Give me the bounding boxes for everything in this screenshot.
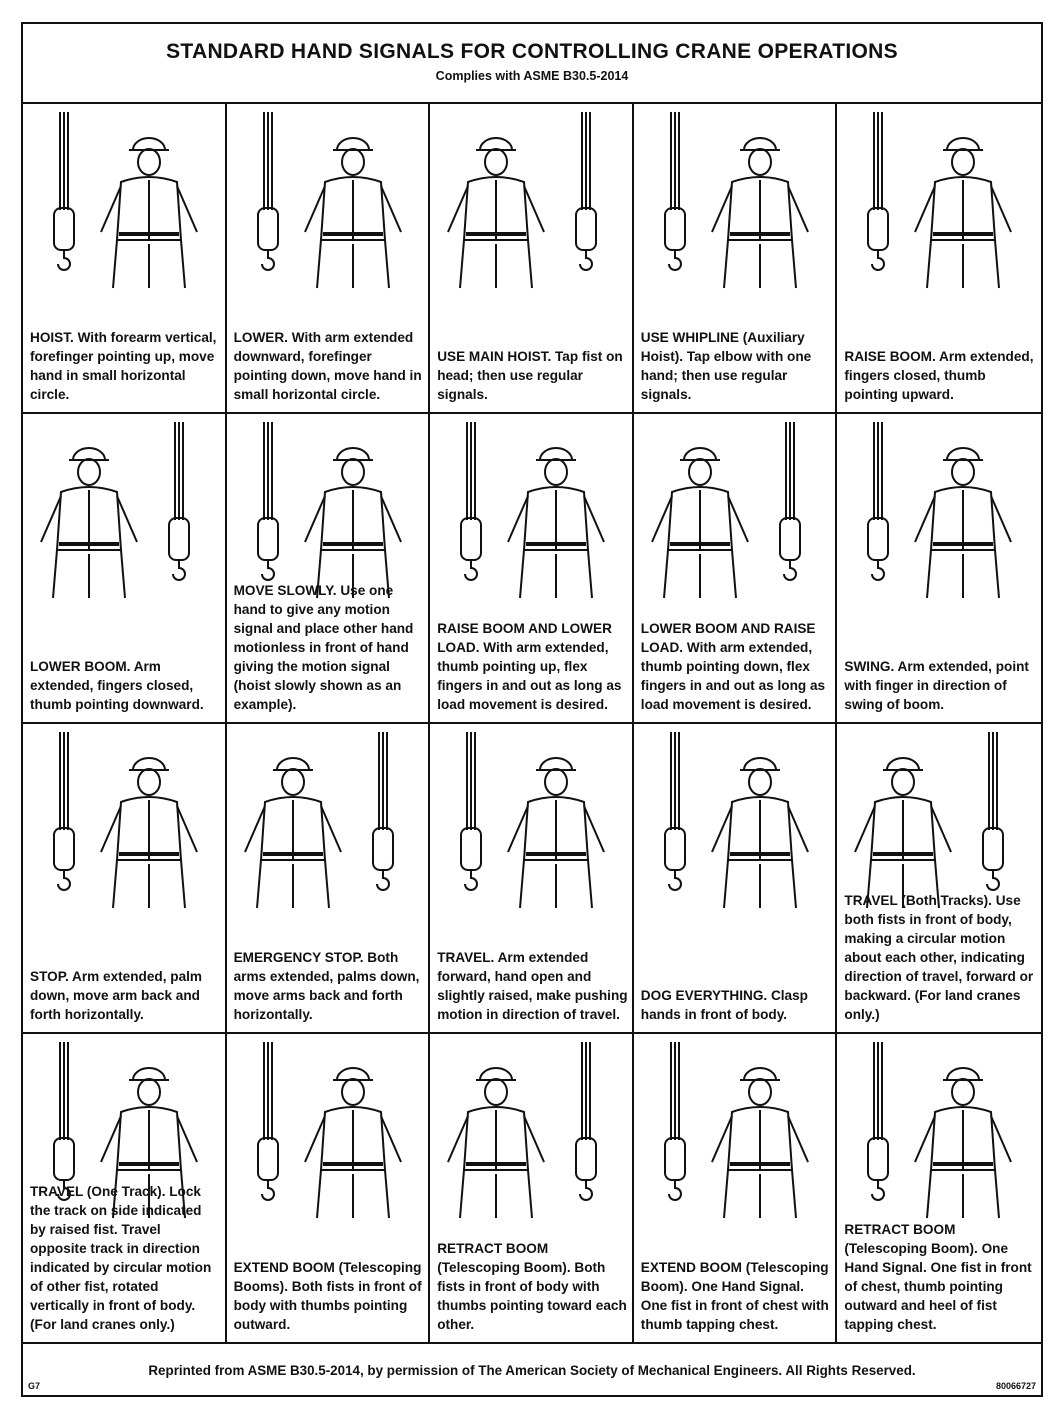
signal-caption: USE WHIPLINE (Auxiliary Hoist). Tap elbow with one hand; then use regular signals. — [640, 330, 812, 402]
signal-caption: DOG EVERYTHING. Clasp hands in front of body. — [640, 988, 808, 1022]
signal-cell — [430, 414, 634, 724]
signal-caption: HOIST. With forearm vertical, forefinger pointing up, move hand in small horizontal circle. — [30, 330, 217, 402]
signal-cell — [634, 724, 838, 1034]
signal-caption: MOVE SLOWLY. Use one hand to give any motion signal and place other hand motionless in front of hand giving the motion signal (hoist slowly shown as an example). — [233, 583, 414, 712]
signal-caption: LOWER BOOM. Arm extended, fingers closed, thumb pointing downward. — [30, 659, 204, 712]
signal-cell — [837, 1034, 1041, 1344]
swing-illustration — [843, 420, 1033, 600]
signal-cell — [23, 1034, 227, 1344]
lower-boom-raise-load-illustration — [640, 420, 830, 600]
signal-caption: SWING. Arm extended, point with finger in direction of swing of boom. — [844, 659, 1029, 712]
signal-caption: TRAVEL. Arm extended forward, hand open and slightly raised, make pushing motion in direction of travel. — [437, 950, 628, 1022]
page-subtitle: Complies with ASME B30.5-2014 — [435, 69, 629, 83]
signal-caption: RAISE BOOM. Arm extended, fingers closed, thumb pointing upward. — [844, 349, 1034, 402]
signal-cell — [23, 414, 227, 724]
signal-caption: RETRACT BOOM (Telescoping Boom). Both fists in front of body with thumbs pointing toward each other. — [437, 1241, 627, 1332]
signal-caption: RETRACT BOOM (Telescoping Boom). One Hand Signal. One fist in front of chest, thumb pointing outward and heel of fist tapping chest. — [844, 1222, 1032, 1332]
signal-caption: EMERGENCY STOP. Both arms extended, palms down, move arms back and forth horizontally. — [233, 950, 420, 1022]
reprint-notice: Reprinted from ASME B30.5-2014, by permission of The American Society of Mechanical Engineers. All Rights Reserved. — [148, 1363, 916, 1378]
signal-chart-sheet — [21, 22, 1043, 1397]
signal-cell — [23, 104, 227, 414]
signal-cell — [227, 724, 431, 1034]
signal-caption: EXTEND BOOM (Telescoping Boom). One Hand Signal. One fist in front of chest with thumb tapping chest. — [640, 1260, 829, 1332]
signal-caption: USE MAIN HOIST. Tap fist on head; then use regular signals. — [437, 349, 623, 402]
signal-caption: TRAVEL (One Track). Lock the track on side indicated by raised fist. Travel opposite track in direction indicated by circular motion of other fist, rotated vertically in front of body. (For land cranes only.) — [30, 1184, 212, 1332]
part-number: 80066727 — [995, 1381, 1036, 1391]
signal-cell — [634, 1034, 838, 1344]
lower-boom-illustration — [29, 420, 219, 600]
dog-everything-illustration — [640, 730, 830, 910]
use-main-hoist-illustration — [436, 110, 626, 290]
form-code: G7 — [28, 1381, 41, 1391]
signal-cell — [227, 414, 431, 724]
signal-caption: STOP. Arm extended, palm down, move arm back and forth horizontally. — [30, 969, 202, 1022]
emergency-stop-illustration — [233, 730, 423, 910]
signal-cell — [837, 104, 1041, 414]
page-title: STANDARD HAND SIGNALS FOR CONTROLLING CRANE OPERATIONS — [166, 40, 898, 63]
stop-illustration — [29, 730, 219, 910]
signal-cell — [634, 104, 838, 414]
signal-grid — [23, 104, 1041, 1344]
signal-caption: LOWER. With arm extended downward, forefinger pointing down, move hand in small horizontal circle. — [233, 330, 422, 402]
raise-boom-lower-load-illustration — [436, 420, 626, 600]
signal-cell — [430, 1034, 634, 1344]
extend-boom-one-hand-illustration — [640, 1040, 830, 1220]
retract-boom-one-hand-illustration — [843, 1040, 1033, 1220]
extend-boom-illustration — [233, 1040, 423, 1220]
signal-cell — [634, 414, 838, 724]
signal-caption: RAISE BOOM AND LOWER LOAD. With arm extended, thumb pointing up, flex fingers in and out as long as load movement is desired. — [437, 621, 622, 712]
signal-cell — [227, 104, 431, 414]
travel-illustration — [436, 730, 626, 910]
hoist-illustration — [29, 110, 219, 290]
lower-illustration — [233, 110, 423, 290]
move-slowly-illustration — [233, 420, 423, 600]
signal-caption: LOWER BOOM AND RAISE LOAD. With arm extended, thumb pointing down, flex fingers in and out as long as load movement is desired. — [640, 621, 826, 712]
signal-cell — [837, 724, 1041, 1034]
signal-caption: TRAVEL (Both Tracks). Use both fists in front of body, making a circular motion about each other, indicating direction of travel, forward or backward. (For land cranes only.) — [844, 893, 1034, 1022]
signal-cell — [227, 1034, 431, 1344]
raise-boom-illustration — [843, 110, 1033, 290]
travel-both-tracks-illustration — [843, 730, 1033, 910]
signal-cell — [430, 724, 634, 1034]
chart-header — [23, 24, 1041, 104]
signal-cell — [23, 724, 227, 1034]
retract-boom-illustration — [436, 1040, 626, 1220]
signal-cell — [430, 104, 634, 414]
chart-footer — [23, 1355, 1041, 1395]
use-whipline-illustration — [640, 110, 830, 290]
signal-caption: EXTEND BOOM (Telescoping Booms). Both fists in front of body with thumbs pointing outward. — [233, 1260, 422, 1332]
signal-cell — [837, 414, 1041, 724]
